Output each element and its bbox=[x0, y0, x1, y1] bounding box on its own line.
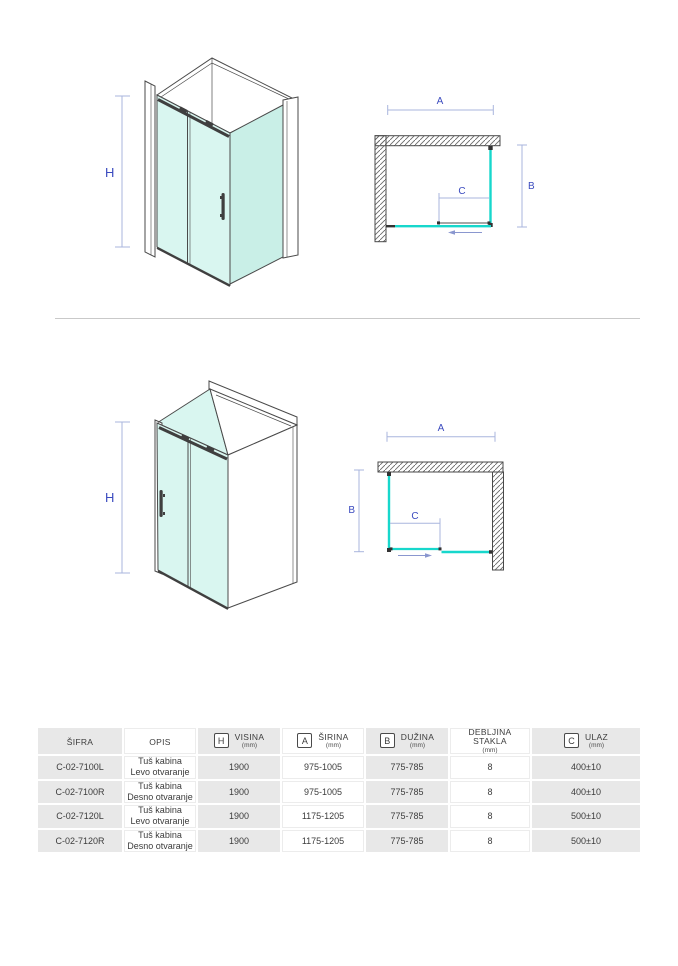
cell-ulaz: 500±10 bbox=[532, 830, 640, 853]
table-row bbox=[38, 805, 640, 828]
cell-duzina: 775-785 bbox=[366, 805, 448, 828]
cell-sifra: C-02-7120R bbox=[38, 830, 122, 853]
table-row bbox=[38, 756, 640, 779]
header-unit: (mm) bbox=[482, 746, 498, 754]
cell-sirina: 975-1005 bbox=[282, 756, 364, 779]
header-unit: (mm) bbox=[241, 742, 258, 750]
col-header-sifra bbox=[38, 728, 122, 754]
height-dimension-line bbox=[115, 422, 130, 573]
spec-table bbox=[36, 726, 642, 854]
col-header-ulaz bbox=[532, 728, 640, 754]
section-divider bbox=[55, 318, 640, 319]
cell-duzina: 775-785 bbox=[366, 830, 448, 853]
cell-sirina: 1175-1205 bbox=[282, 830, 364, 853]
cell-sirina: 1175-1205 bbox=[282, 805, 364, 828]
header-label: DEBLJINA STAKLA bbox=[468, 727, 512, 747]
opis-line2: Levo otvaranje bbox=[130, 767, 190, 778]
col-header-visina bbox=[198, 728, 280, 754]
header-unit: (mm) bbox=[325, 742, 342, 750]
cell-opis bbox=[124, 805, 196, 828]
side-glass-line bbox=[387, 472, 391, 552]
right-wall-hatch bbox=[493, 472, 504, 570]
left-wall-profile bbox=[145, 81, 155, 257]
entry-dimension-label: C bbox=[458, 186, 466, 197]
entry-dimension-line bbox=[390, 518, 440, 548]
opis-line1: Tuš kabina bbox=[138, 829, 182, 840]
right-wall-profile bbox=[283, 97, 298, 258]
entry-dimension-label: C bbox=[411, 511, 419, 522]
opis-line1: Tuš kabina bbox=[138, 756, 182, 766]
entry-letter-icon: C bbox=[564, 733, 579, 748]
cell-debljina: 8 bbox=[450, 805, 530, 828]
front-glass-line bbox=[442, 550, 493, 554]
top-wall-hatch bbox=[378, 462, 503, 472]
width-letter-icon: A bbox=[297, 733, 312, 748]
slide-direction-arrow bbox=[448, 230, 482, 234]
header-label: ŠIRINA bbox=[318, 731, 349, 742]
depth-dimension-label: B bbox=[348, 505, 355, 516]
cell-debljina: 8 bbox=[450, 756, 530, 779]
col-header-sirina bbox=[282, 728, 364, 754]
height-dimension-label: H bbox=[105, 165, 115, 180]
header-label: ULAZ bbox=[585, 731, 608, 742]
col-header-duzina bbox=[366, 728, 448, 754]
col-header-debljina bbox=[450, 728, 530, 754]
side-glass-panel bbox=[230, 105, 283, 284]
cell-visina: 1900 bbox=[198, 830, 280, 853]
header-unit: (mm) bbox=[409, 742, 426, 750]
cell-visina: 1900 bbox=[198, 756, 280, 779]
slide-direction-arrow bbox=[398, 553, 432, 557]
opis-line1: Tuš kabina bbox=[138, 780, 182, 791]
cell-sifra: C-02-7100L bbox=[38, 756, 122, 779]
cell-ulaz: 400±10 bbox=[532, 756, 640, 779]
left-wall-hatch bbox=[375, 136, 386, 242]
height-dimension-label: H bbox=[105, 490, 115, 505]
cell-visina: 1900 bbox=[198, 781, 280, 804]
iso-drawing-left-opening bbox=[95, 45, 325, 305]
opis-line2: Desno otvaranje bbox=[127, 840, 193, 851]
table-row bbox=[38, 830, 640, 853]
height-letter-icon: H bbox=[214, 733, 229, 748]
sliding-door-line bbox=[390, 547, 442, 550]
width-dimension-label: A bbox=[436, 96, 444, 107]
opis-line2: Levo otvaranje bbox=[130, 816, 190, 827]
sliding-door-line bbox=[437, 221, 491, 224]
cell-debljina: 8 bbox=[450, 781, 530, 804]
header-unit: (mm) bbox=[588, 742, 605, 750]
cell-duzina: 775-785 bbox=[366, 756, 448, 779]
opis-line1: Tuš kabina bbox=[138, 805, 182, 815]
header-label: DUŽINA bbox=[400, 731, 435, 742]
cell-debljina: 8 bbox=[450, 830, 530, 853]
depth-dimension-label: B bbox=[528, 181, 535, 192]
cell-visina: 1900 bbox=[198, 805, 280, 828]
header-label: ŠIFRA bbox=[66, 737, 94, 747]
col-header-opis bbox=[124, 728, 196, 754]
plan-drawing-left-opening bbox=[370, 90, 545, 255]
depth-letter-icon: B bbox=[380, 733, 395, 748]
depth-dimension-line bbox=[517, 145, 527, 227]
height-dimension-line bbox=[115, 96, 130, 247]
width-dimension-label: A bbox=[437, 423, 445, 434]
table-header-row bbox=[38, 728, 640, 754]
side-glass-line bbox=[488, 146, 492, 227]
cell-sirina: 975-1005 bbox=[282, 781, 364, 804]
cell-opis bbox=[124, 756, 196, 779]
plan-drawing-right-opening bbox=[345, 420, 540, 590]
front-glass-doors bbox=[157, 423, 228, 609]
cell-opis bbox=[124, 830, 196, 853]
cell-sifra: C-02-7120L bbox=[38, 805, 122, 828]
cell-ulaz: 500±10 bbox=[532, 805, 640, 828]
depth-dimension-line bbox=[354, 470, 364, 552]
top-wall-hatch bbox=[375, 136, 500, 146]
table-row bbox=[38, 781, 640, 804]
cell-opis bbox=[124, 781, 196, 804]
header-label: OPIS bbox=[149, 737, 171, 747]
side-wall-panel bbox=[228, 425, 297, 608]
cell-sifra: C-02-7100R bbox=[38, 781, 122, 804]
header-label: VISINA bbox=[234, 731, 265, 742]
entry-dimension-line bbox=[439, 193, 489, 226]
cell-duzina: 775-785 bbox=[366, 781, 448, 804]
cell-ulaz: 400±10 bbox=[532, 781, 640, 804]
iso-drawing-right-opening bbox=[95, 365, 325, 625]
opis-line2: Desno otvaranje bbox=[127, 791, 193, 802]
